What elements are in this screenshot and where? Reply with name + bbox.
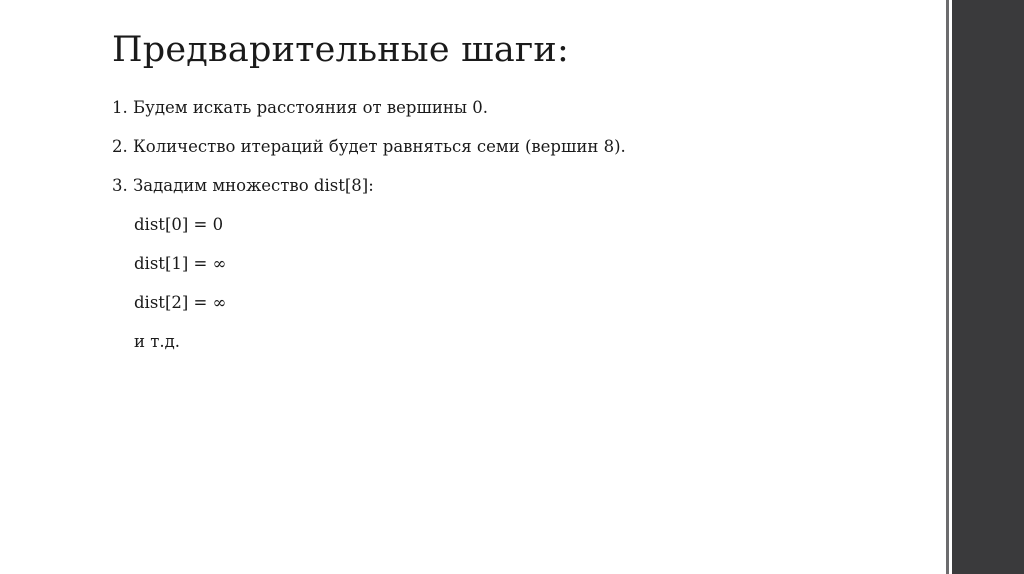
dist-0-line: dist[0] = 0: [134, 215, 224, 234]
dist-1-line: dist[1] = ∞: [134, 254, 227, 273]
dist-2-line: dist[2] = ∞: [134, 293, 227, 312]
side-bar: [952, 0, 1024, 574]
side-bar-edge: [946, 0, 949, 574]
slide-body: [112, 98, 932, 371]
slide-title: Предварительные шаги:: [112, 30, 569, 70]
list-item-2: 2. Количество итераций будет равняться семи (вершин 8).: [112, 137, 626, 156]
etc-line: и т.д.: [134, 332, 181, 351]
list-item-1: 1. Будем искать расстояния от вершины 0.: [112, 98, 488, 117]
list-item-3: 3. Зададим множество dist[8]:: [112, 176, 374, 195]
